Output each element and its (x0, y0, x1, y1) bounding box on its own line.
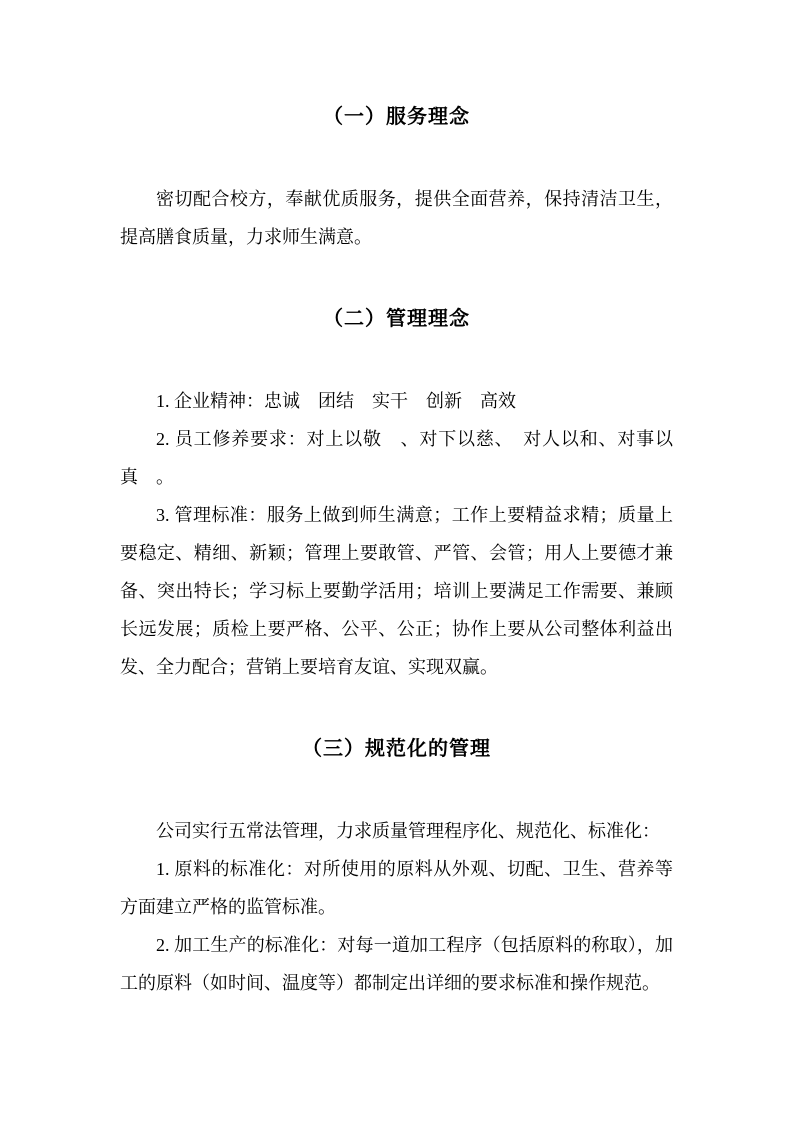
paragraph: 3. 管理标准：服务上做到师生满意；工作上要精益求精；质量上要稳定、精细、新颖；管理上要敢管、严管、会管；用人上要德才兼备、突出特长；学习标上要勤学活用；培训上要满足工作需要、兼顾长远发展；质检上要严格、公平、公正；协作上要从公司整体利益出发、全力配合；营销上要培育友谊、实现双赢。 (120, 505, 673, 677)
paragraph: 公司实行五常法管理，力求质量管理程序化、规范化、标准化： (156, 821, 660, 841)
section-heading: （二）管理理念 (323, 308, 470, 330)
section-heading: （一）服务理念 (323, 106, 470, 128)
paragraph: 1. 企业精神：忠诚 团结 实干 创新 高效 (156, 391, 516, 411)
paragraph: 2. 员工修养要求：对上以敬 、对下以慈、 对人以和、对事以真 。 (120, 429, 673, 487)
section-management-philosophy (120, 300, 673, 686)
paragraph: 1. 原料的标准化：对所使用的原料从外观、切配、卫生、营养等方面建立严格的监管标准。 (120, 859, 673, 917)
paragraph: 密切配合校方，奉献优质服务，提供全面营养，保持清洁卫生，提高膳食质量，力求师生满意。 (120, 189, 673, 247)
paragraph: 2. 加工生产的标准化：对每一道加工程序（包括原料的称取），加工的原料（如时间、温度等）都制定出详细的要求标准和操作规范。 (120, 935, 673, 993)
section-standardized-management (120, 730, 673, 1002)
section-service-philosophy (120, 98, 673, 256)
section-heading: （三）规范化的管理 (302, 738, 491, 760)
